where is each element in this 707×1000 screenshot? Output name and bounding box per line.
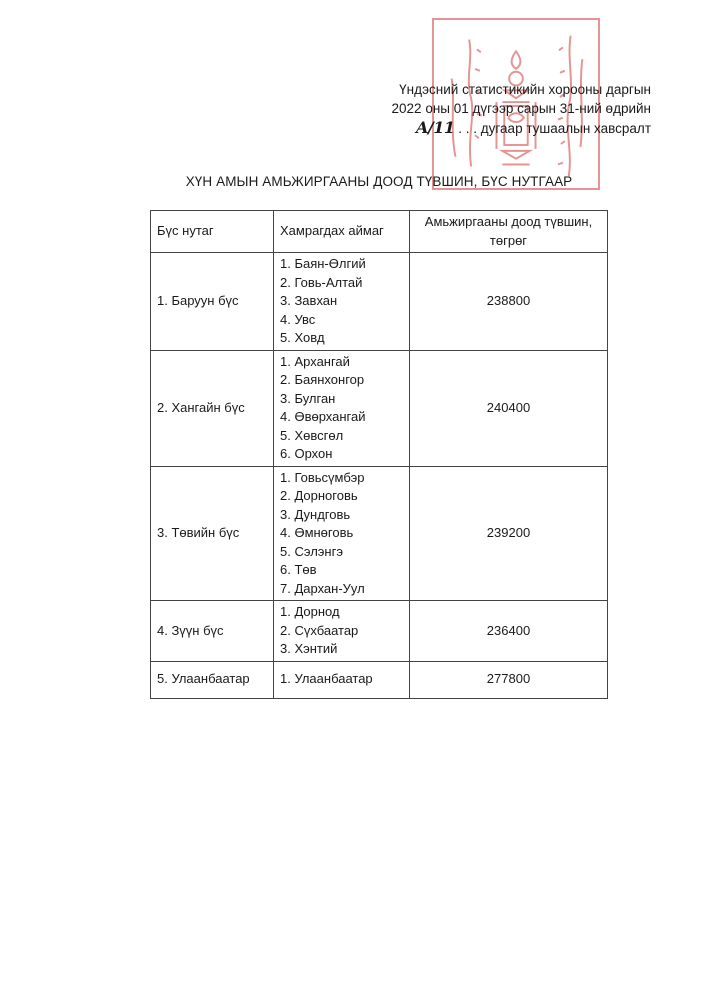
aimag-item: 1. Дорнод: [280, 604, 340, 619]
aimag-item: 3. Хэнтий: [280, 641, 338, 656]
aimag-item: 5. Сэлэнгэ: [280, 543, 343, 559]
column-header-value: Амьжиргааны доод түвшин, төгрөг: [410, 211, 608, 253]
value-cell: 238800: [410, 253, 608, 351]
aimag-item: 1. Баян-Өлгий: [280, 256, 366, 271]
subsistence-table: [150, 210, 608, 699]
aimag-item: 1. Архангай: [280, 353, 350, 369]
aimag-item: 3. Дундговь: [280, 506, 351, 522]
aimag-item: 4. Өмнөговь: [280, 525, 354, 540]
header-line-3: [231, 118, 651, 138]
aimag-list-cell: [274, 466, 410, 601]
aimag-item: 3. Завхан: [280, 293, 338, 308]
column-header-region: Бүс нутаг: [151, 211, 274, 253]
order-number: A/11: [415, 118, 455, 137]
document-header: [231, 80, 651, 138]
column-header-aimags: Хамрагдах аймаг: [274, 211, 410, 253]
region-cell: 4. Зүүн бүс: [151, 601, 274, 662]
aimag-item: 2. Сүхбаатар: [280, 622, 359, 638]
region-cell: 2. Хангайн бүс: [151, 350, 274, 466]
value-cell: 239200: [410, 466, 608, 601]
aimag-item: 5. Хөвсгөл: [280, 427, 344, 443]
aimag-list-cell: [274, 253, 410, 351]
value-cell: 277800: [410, 661, 608, 698]
aimag-list-cell: [274, 661, 410, 698]
aimag-item: 7. Дархан-Уул: [280, 580, 365, 596]
aimag-item: 4. Өвөрхангай: [280, 409, 366, 424]
header-line-2: 2022 оны 01 дүгээр сарын 31-ний өдрийн: [391, 101, 651, 116]
header-line-3-dots: . . .: [458, 121, 478, 136]
table-row: [151, 661, 608, 698]
aimag-item: 6. Орхон: [280, 446, 333, 461]
aimag-item: 2. Дорноговь: [280, 488, 358, 503]
table-row: [151, 466, 608, 601]
document-title: ХҮН АМЫН АМЬЖИРГААНЫ ДООД ТҮВШИН, БҮС НУТГААР: [185, 174, 573, 189]
value-cell: 240400: [410, 350, 608, 466]
table-header-row: [151, 211, 608, 253]
region-cell: 1. Баруун бүс: [151, 253, 274, 351]
aimag-item: 6. Төв: [280, 562, 317, 577]
aimag-list-cell: [274, 350, 410, 466]
value-cell: 236400: [410, 601, 608, 662]
aimag-item: 4. Увс: [280, 311, 316, 327]
aimag-item: 3. Булган: [280, 390, 336, 406]
header-line-1: Үндэсний статистикийн хорооны даргын: [399, 82, 651, 97]
aimag-item: 5. Ховд: [280, 330, 325, 345]
aimag-list-cell: [274, 601, 410, 662]
header-line-3-suffix: дугаар тушаалын хавсралт: [480, 121, 651, 136]
region-cell: 3. Төвийн бүс: [151, 466, 274, 601]
table-row: [151, 253, 608, 351]
table-row: [151, 350, 608, 466]
table-row: [151, 601, 608, 662]
aimag-item: 1. Говьсүмбэр: [280, 469, 365, 485]
aimag-item: 2. Баянхонгор: [280, 372, 365, 387]
aimag-item: 2. Говь-Алтай: [280, 274, 363, 290]
region-cell: 5. Улаанбаатар: [151, 661, 274, 698]
aimag-item: 1. Улаанбаатар: [280, 671, 373, 687]
